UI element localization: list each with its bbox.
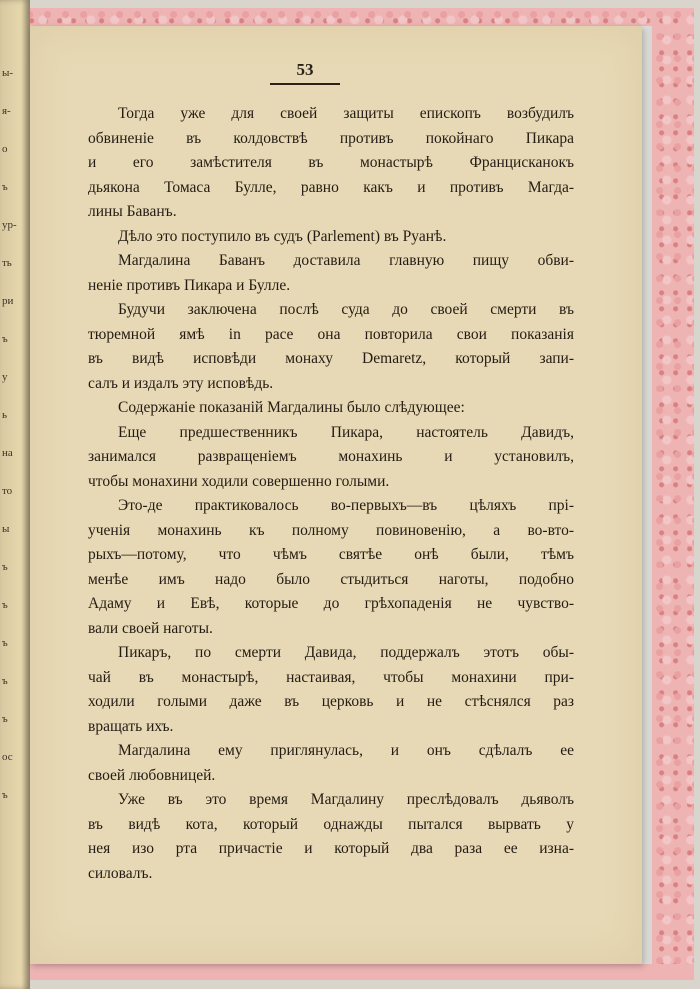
text-line: въ видѣ исповѣди монаху Demarеtz, который запи- xyxy=(88,350,574,367)
cover-bottom-strip xyxy=(26,964,694,980)
left-page-fragment: о xyxy=(2,143,8,155)
text-line: тюремной ямѣ in pace она повторила свои показанія xyxy=(88,325,574,343)
paragraph xyxy=(88,298,574,396)
left-page-fragment: ъ xyxy=(2,713,8,725)
text-line: вращать ихъ. xyxy=(88,717,174,735)
left-page-fragment: ъ xyxy=(2,333,8,345)
left-page-fragment: на xyxy=(2,447,13,459)
paragraph xyxy=(88,225,574,250)
text-line: Магдалина Баванъ доставила главную пищу обви- xyxy=(118,252,574,269)
text-line: Это-де практиковалось во-первыхъ—въ цѣляхъ прі- xyxy=(118,497,574,514)
text-line: своей любовницей. xyxy=(88,766,216,784)
text-line: Еще предшественникъ Пикара, настоятель Давидъ, xyxy=(118,423,574,441)
text-line: обвиненіе въ колдовствѣ противъ покойнаго Пикара xyxy=(88,129,574,147)
text-line: Дѣло это поступило въ судъ (Parlement) въ Руанѣ. xyxy=(118,227,447,245)
text-line: Магдалина ему приглянулась, и онъ сдѣлалъ ее xyxy=(118,742,574,759)
left-page-fragment: ур- xyxy=(2,219,17,231)
left-page-fragment: ь xyxy=(2,409,8,421)
paragraph xyxy=(88,494,574,641)
text-line: Пикаръ, по смерти Давида, поддержалъ этотъ обы- xyxy=(118,644,574,661)
left-page-fragment: ри xyxy=(2,295,14,307)
paragraph xyxy=(88,396,574,421)
text-line: дьякона Томаса Булле, равно какъ и противъ Магда- xyxy=(88,178,574,196)
text-line: и его замѣстителя въ монастырѣ Францисканокъ xyxy=(88,154,574,171)
text-line: неніе противъ Пикара и Булле. xyxy=(88,276,291,294)
text-line: салъ и издалъ эту исповѣдь. xyxy=(88,374,274,392)
text-line: чтобы монахини ходили совершенно голыми. xyxy=(88,472,390,490)
text-line: вали своей наготы. xyxy=(88,619,213,637)
text-line: Уже въ это время Магдалину преслѣдовалъ дьяволъ xyxy=(118,791,574,808)
text-line: нея изо рта причастіе и который два раза ее изна- xyxy=(88,840,574,857)
text-line: Содержаніе показаній Магдалины было слѣдующее: xyxy=(118,399,465,416)
text-line: ученія монахинь къ полному повиновенію, а во-вто- xyxy=(88,521,574,539)
text-line: силовалъ. xyxy=(88,864,153,882)
text-line: Тогда уже для своей защиты епископъ возбудилъ xyxy=(118,105,574,122)
paragraph xyxy=(88,641,574,739)
text-line: въ видѣ кота, который однажды пытался вырвать у xyxy=(88,815,574,833)
text-line: Адаму и Евѣ, которые до грѣхопаденія не чувство- xyxy=(88,595,574,612)
left-page-fragment: ть xyxy=(2,257,12,269)
left-page-fragment: ъ xyxy=(2,789,8,801)
text-line: чай въ монастырѣ, настаивая, чтобы монахини при- xyxy=(88,668,574,686)
left-page-fragment: ъ xyxy=(2,561,8,573)
text-line: ходили голыми даже въ церковь и не стѣснялся раз xyxy=(88,693,574,710)
page-number: 53 xyxy=(270,60,340,85)
left-page-fragment: ы xyxy=(2,523,10,535)
text-line: Будучи заключена послѣ суда до своей смерти въ xyxy=(118,301,574,318)
left-page-fragment: у xyxy=(2,371,8,383)
text-line: лины Баванъ. xyxy=(88,203,177,220)
paragraph xyxy=(88,249,574,298)
left-page-fragment: то xyxy=(2,485,13,497)
text-line: рыхъ—потому, что чѣмъ святѣе онѣ были, тѣмъ xyxy=(88,546,574,563)
left-page-fragment: ъ xyxy=(2,599,8,611)
book-page xyxy=(30,26,642,964)
paragraph xyxy=(88,788,574,886)
text-line: менѣе имъ надо было стыдиться наготы, подобно xyxy=(88,570,574,588)
left-page-edge xyxy=(0,0,30,989)
left-page-fragment: ос xyxy=(2,751,13,763)
paragraph xyxy=(88,102,574,225)
paragraph xyxy=(88,739,574,788)
left-page-fragment: ъ xyxy=(2,675,8,687)
left-page-fragment: я- xyxy=(2,105,11,117)
page-text xyxy=(88,102,574,886)
text-line: занимался развращеніемъ монахинь и установилъ, xyxy=(88,448,574,465)
left-page-fragment: ы- xyxy=(2,67,14,79)
left-page-fragment: ъ xyxy=(2,181,8,193)
paragraph xyxy=(88,421,574,495)
left-page-fragment: ъ xyxy=(2,637,8,649)
